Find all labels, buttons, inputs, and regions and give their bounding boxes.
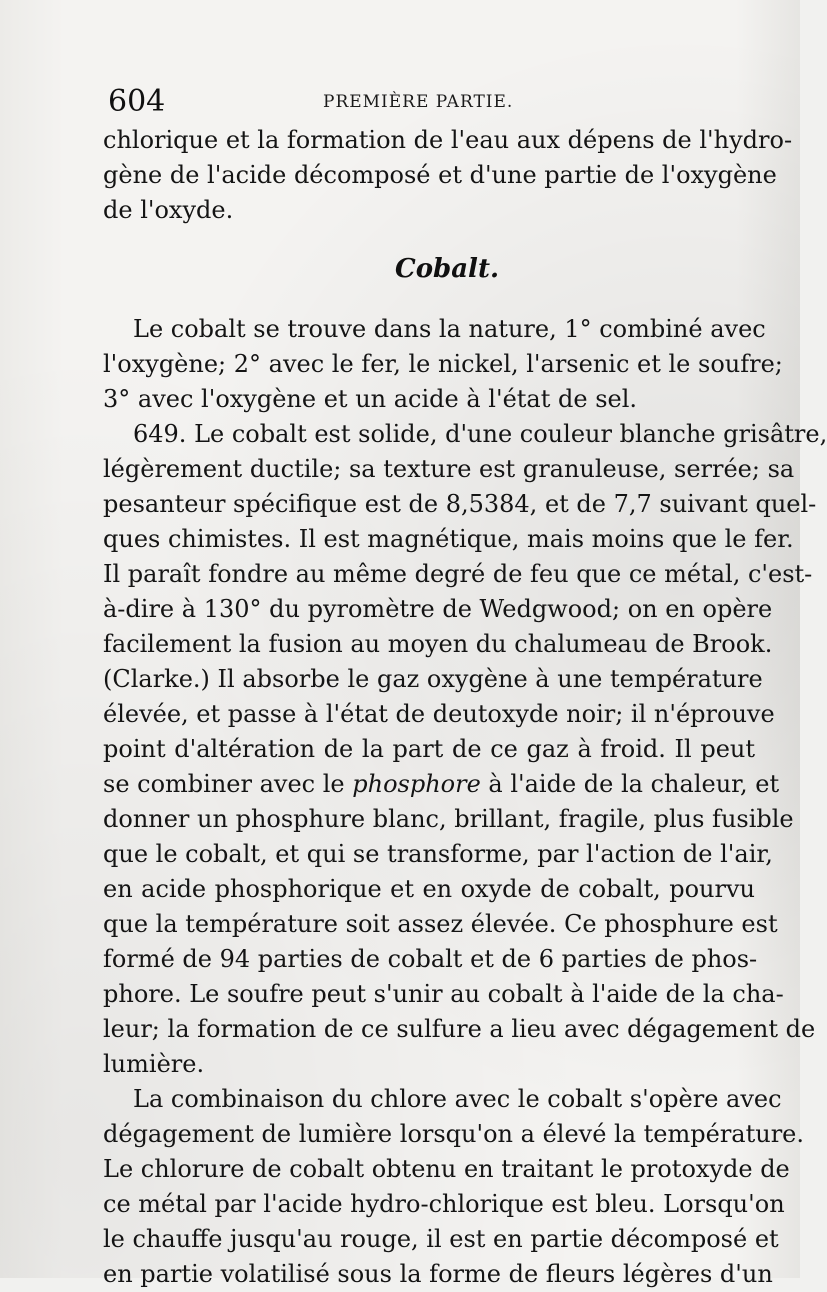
page-number: 604 bbox=[108, 84, 166, 119]
text-line: 649. Le cobalt est solide, d'une couleur blanche grisâtre, bbox=[133, 420, 827, 448]
text-line: point d'altération de la part de ce gaz à froid. Il peut bbox=[103, 735, 755, 763]
text-fragment: se combiner avec le bbox=[103, 770, 353, 798]
chlore-paragraph bbox=[103, 1082, 805, 1292]
text-line: ques chimistes. Il est magnétique, mais moins que le fer. bbox=[103, 525, 794, 553]
italic-term-phosphore: phosphore bbox=[352, 770, 481, 798]
text-line: Le cobalt se trouve dans la nature, 1° combiné avec bbox=[133, 315, 766, 343]
text-line: de l'oxyde. bbox=[103, 196, 234, 224]
text-line: que le cobalt, et qui se transforme, par l'action de l'air, bbox=[103, 840, 773, 868]
text-line: le chauffe jusqu'au rouge, il est en partie décomposé et bbox=[103, 1225, 779, 1253]
continuation-paragraph bbox=[103, 123, 793, 228]
text-line: à-dire à 130° du pyromètre de Wedgwood; on en opère bbox=[103, 595, 773, 623]
text-line: La combinaison du chlore avec le cobalt s'opère avec bbox=[133, 1085, 782, 1113]
text-line: dégagement de lumière lorsqu'on a élevé la température. bbox=[103, 1120, 805, 1148]
text-line: (Clarke.) Il absorbe le gaz oxygène à une température bbox=[103, 665, 763, 693]
text-line: leur; la formation de ce sulfure a lieu avec dégagement de bbox=[103, 1015, 816, 1043]
text-line-phosphore bbox=[103, 767, 780, 802]
text-line: 3° avec l'oxygène et un acide à l'état de sel. bbox=[103, 385, 638, 413]
text-line: l'oxygène; 2° avec le fer, le nickel, l'arsenic et le soufre; bbox=[103, 350, 783, 378]
text-line: phore. Le soufre peut s'unir au cobalt à l'aide de la cha- bbox=[103, 980, 784, 1008]
text-line: formé de 94 parties de cobalt et de 6 parties de phos- bbox=[103, 945, 758, 973]
text-line: en partie volatilisé sous la forme de fleurs légères d'un bbox=[103, 1260, 773, 1288]
text-line: pesanteur spécifique est de 8,5384, et de 7,7 suivant quel- bbox=[103, 490, 817, 518]
text-line: en acide phosphorique et en oxyde de cobalt, pourvu bbox=[103, 875, 755, 903]
text-line: lumière. bbox=[103, 1050, 205, 1078]
paragraph-649 bbox=[103, 417, 827, 1082]
text-line: donner un phosphure blanc, brillant, fragile, plus fusible bbox=[103, 805, 794, 833]
section-heading-block bbox=[103, 228, 755, 312]
page-header bbox=[108, 82, 758, 122]
text-line: ce métal par l'acide hydro-chlorique est bleu. Lorsqu'on bbox=[103, 1190, 785, 1218]
text-line: Le chlorure de cobalt obtenu en traitant le protoxyde de bbox=[103, 1155, 790, 1183]
text-line: facilement la fusion au moyen du chalumeau de Brook. bbox=[103, 630, 773, 658]
page-body bbox=[103, 123, 827, 1292]
text-line: élevée, et passe à l'état de deutoxyde noir; il n'éprouve bbox=[103, 700, 775, 728]
text-line: que la température soit assez élevée. Ce phosphure est bbox=[103, 910, 778, 938]
text-line: gène de l'acide décomposé et d'une partie de l'oxygène bbox=[103, 161, 777, 189]
text-fragment: à l'aide de la chaleur, et bbox=[480, 770, 780, 798]
intro-paragraph bbox=[103, 312, 783, 417]
text-line: légèrement ductile; sa texture est granuleuse, serrée; sa bbox=[103, 455, 795, 483]
running-head: PREMIÈRE PARTIE. bbox=[323, 92, 514, 112]
text-line: chlorique et la formation de l'eau aux dépens de l'hydro- bbox=[103, 126, 793, 154]
text-line: Il paraît fondre au même degré de feu que ce métal, c'est- bbox=[103, 560, 813, 588]
section-title: Cobalt. bbox=[395, 254, 499, 284]
